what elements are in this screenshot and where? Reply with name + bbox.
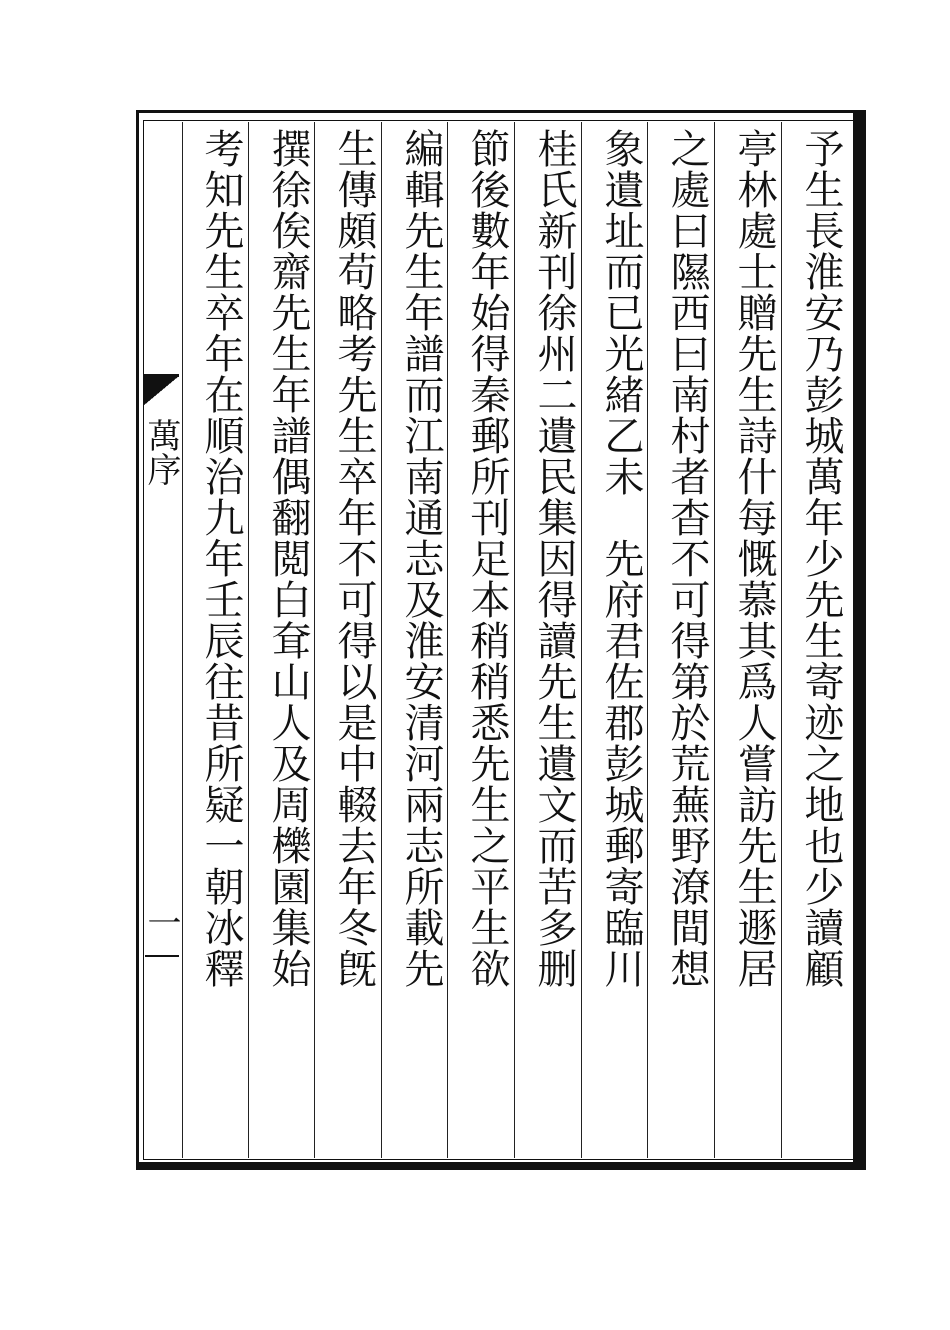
margin-title: 萬序 [141,418,181,486]
text-column-9: 撰徐俟齋先生年譜偶翻閲白耷山人及周櫟園集始 [265,128,311,989]
fishtail-mark [143,376,179,406]
text-column-2: 亭林處士贈先生詩什每慨慕其爲人嘗訪先生遯居 [731,128,777,989]
text-column-8: 生傳頗苟略考先生卒年不可得以是中輟去年冬旣 [331,128,377,989]
text-column-7: 編輯先生年譜而江南通志及淮安清河兩志所載先 [398,128,444,989]
margin-tick-rule [145,955,179,957]
text-column-6: 節後數年始得秦郵所刊足本稍稍悉先生之平生欲 [464,128,510,989]
text-column-1: 予生長淮安乃彭城萬年少先生寄迹之地也少讀顧 [798,128,844,989]
text-column-3: 之處曰隰西曰南村者杳不可得第於荒蕪野潦間想 [664,128,710,989]
margin-page-number: 一 [141,905,181,939]
text-column-10: 考知先生卒年在順治九年壬辰往昔所疑一朝冰釋 [198,128,244,989]
text-column-4: 象遺址而已光緒乙未 先府君佐郡彭城郵寄臨川 [598,128,644,989]
column-divider [182,122,183,1158]
text-column-5: 桂氏新刊徐州二遺民集因得讀先生遺文而苦多删 [531,128,577,989]
